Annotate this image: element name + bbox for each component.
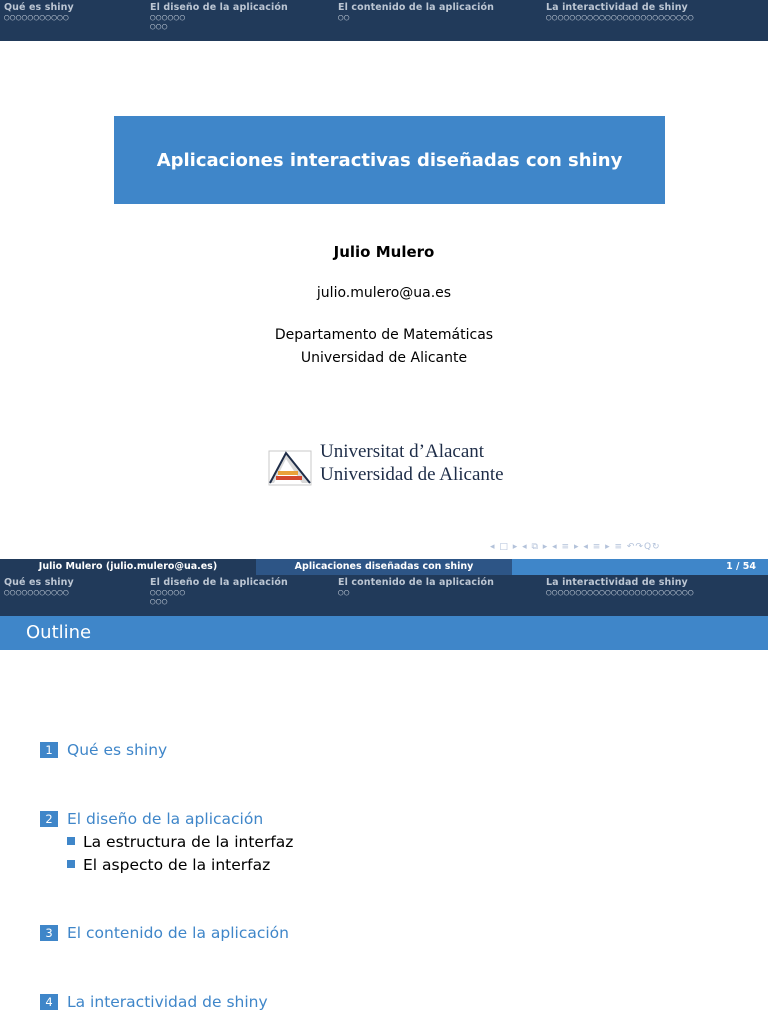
- toc-number: 4: [40, 994, 58, 1010]
- nav-section-que-es-shiny[interactable]: [4, 2, 74, 23]
- nav-section-title: El diseño de la aplicación: [150, 577, 288, 588]
- institution-department: Departamento de Matemáticas: [274, 327, 494, 343]
- frame-title: Outline: [26, 622, 92, 643]
- nav-section-title: El contenido de la aplicación: [338, 2, 494, 13]
- toc-number: 1: [40, 742, 58, 758]
- logo-text-valencian: Universitat d’Alacant: [320, 441, 485, 462]
- nav-frame-dots[interactable]: ○○○○○○○○○○○: [4, 588, 70, 598]
- institution: [0, 324, 768, 370]
- beamer-navigation-symbols[interactable]: ◂ □ ▸ ◂ ⧉ ▸ ◂ ≡ ▸ ◂ ≡ ▸ ≡ ↶↷Q↻: [490, 542, 661, 552]
- nav-section-interactividad[interactable]: [546, 2, 694, 23]
- logo-text: [320, 440, 504, 486]
- footer-page-number: [512, 559, 768, 575]
- nav-frame-dots[interactable]: ○○: [338, 13, 350, 23]
- nav-section-diseno[interactable]: [150, 2, 288, 32]
- logo-text-spanish: Universidad de Alicante: [320, 464, 504, 485]
- footer-author: Julio Mulero (julio.mulero@ua.es): [0, 559, 256, 575]
- nav-section-contenido[interactable]: [338, 2, 494, 23]
- toc-number: 2: [40, 811, 58, 827]
- toc-label: El diseño de la aplicación: [67, 810, 264, 828]
- toc-number: 3: [40, 925, 58, 941]
- toc-bullet: [67, 860, 75, 868]
- footer-short-title: Aplicaciones diseñadas con shiny: [256, 559, 512, 575]
- toc-item-contenido[interactable]: [40, 924, 289, 942]
- nav-frame-dots[interactable]: ○○○○○○○○○○○○○○○○○○○○○○○○○: [546, 588, 694, 598]
- toc-label: Qué es shiny: [67, 741, 168, 759]
- toc-sublabel: El aspecto de la interfaz: [83, 856, 271, 874]
- toc-subitem-estructura[interactable]: [67, 833, 293, 851]
- nav-frame-dots[interactable]: ○○○○○○: [150, 13, 186, 23]
- nav-section-contenido[interactable]: [338, 577, 494, 598]
- frame-title-bar: [0, 616, 768, 650]
- toc-bullet: [67, 837, 75, 845]
- toc-item-que-es-shiny[interactable]: [40, 741, 167, 759]
- nav-frame-dots[interactable]: ○○○○○○: [150, 588, 186, 598]
- nav-section-interactividad[interactable]: [546, 577, 694, 598]
- nav-frame-dots[interactable]: ○○: [338, 588, 350, 598]
- toc-label: La interactividad de shiny: [67, 993, 268, 1011]
- university-emblem-icon: [268, 443, 312, 487]
- nav-section-title: La interactividad de shiny: [546, 577, 688, 588]
- nav-section-que-es-shiny[interactable]: [4, 577, 74, 598]
- nav-frame-dots[interactable]: ○○○○○○○○○○○: [4, 13, 70, 23]
- section-navbar: [0, 0, 768, 41]
- toc-sublabel: La estructura de la interfaz: [83, 833, 294, 851]
- nav-frame-dots[interactable]: ○○○: [150, 597, 168, 607]
- presentation-title: Aplicaciones interactivas diseñadas con shiny: [156, 149, 623, 171]
- toc-subitem-aspecto[interactable]: [67, 856, 270, 874]
- university-logo: [268, 440, 518, 490]
- toc-item-interactividad[interactable]: [40, 993, 268, 1011]
- institution-university: Universidad de Alicante: [300, 350, 468, 366]
- nav-section-diseno[interactable]: [150, 577, 288, 607]
- nav-frame-dots[interactable]: ○○○: [150, 22, 168, 32]
- author-email: julio.mulero@ua.es: [316, 285, 452, 301]
- nav-section-title: El contenido de la aplicación: [338, 577, 494, 588]
- nav-section-title: Qué es shiny: [4, 577, 74, 588]
- nav-section-title: El diseño de la aplicación: [150, 2, 288, 13]
- outline-slide: [0, 575, 768, 1024]
- toc-item-diseno[interactable]: [40, 810, 263, 828]
- nav-section-title: Qué es shiny: [4, 2, 74, 13]
- toc-label: El contenido de la aplicación: [67, 924, 289, 942]
- author-name: Julio Mulero: [333, 243, 435, 261]
- page-counter: 1 / 54: [726, 561, 756, 572]
- nav-section-title: La interactividad de shiny: [546, 2, 688, 13]
- presentation-title-box: [114, 116, 665, 204]
- slide-footer: [0, 559, 768, 575]
- section-navbar: [0, 575, 768, 616]
- nav-frame-dots[interactable]: ○○○○○○○○○○○○○○○○○○○○○○○○○: [546, 13, 694, 23]
